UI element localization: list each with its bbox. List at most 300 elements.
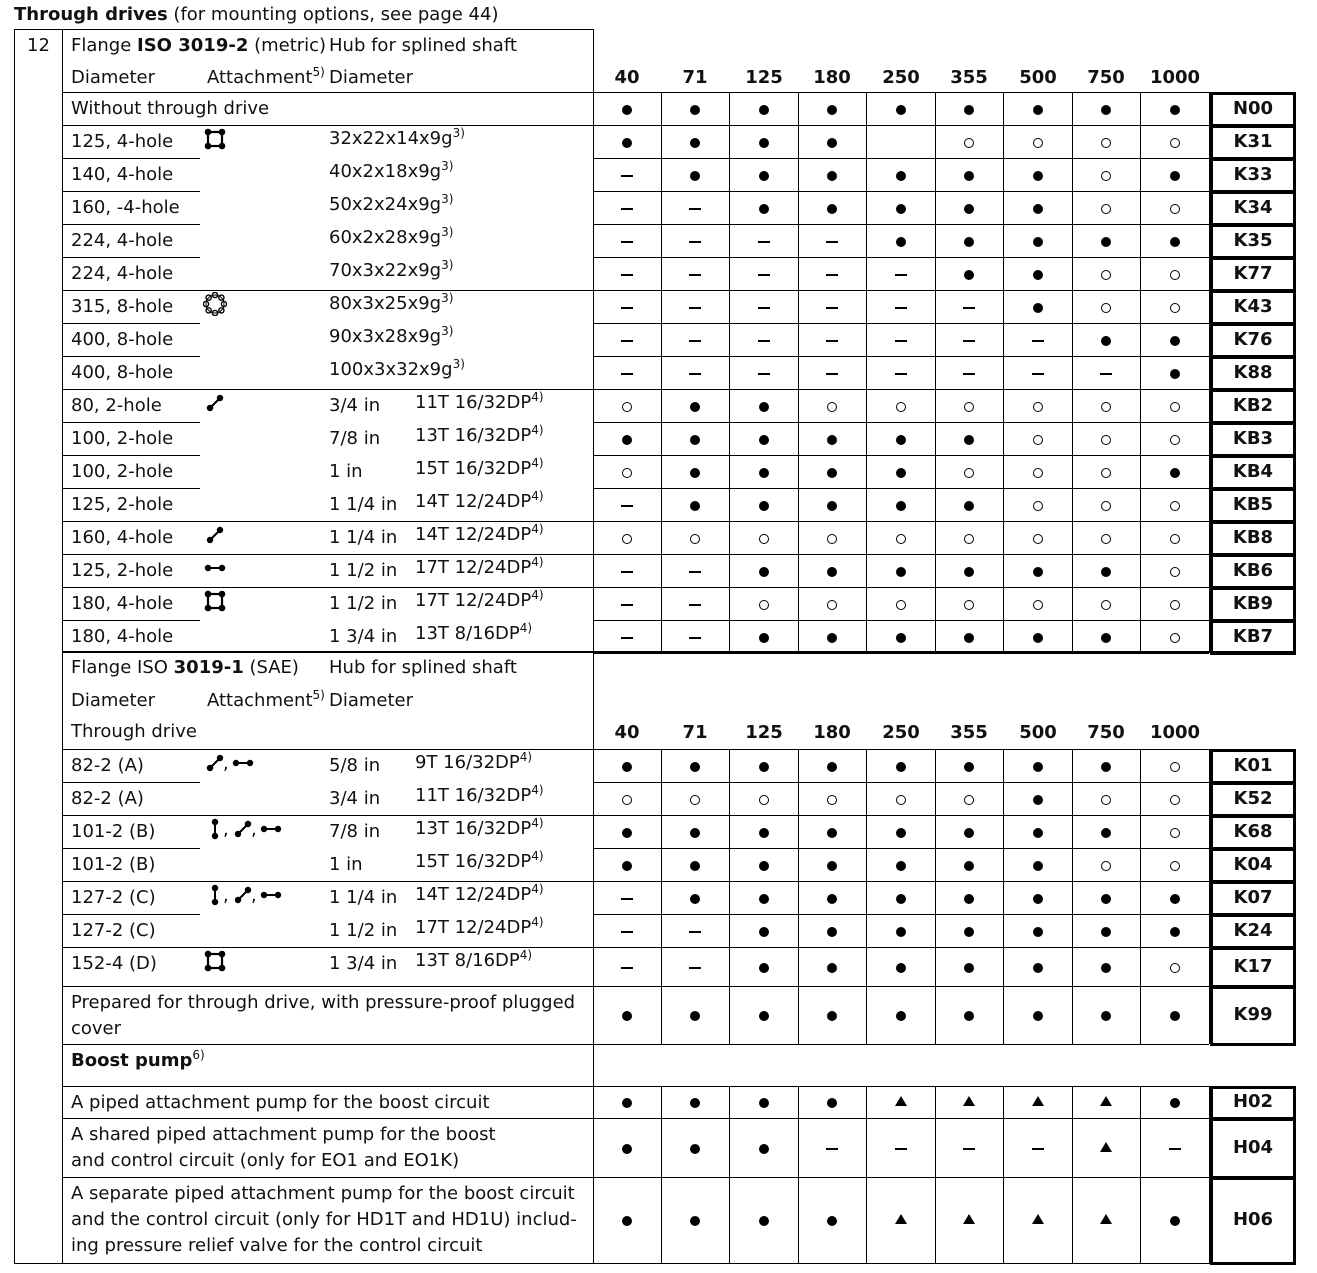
hub-spec-text: 100x3x32x9g (329, 359, 453, 380)
on-request-circle-icon (896, 534, 906, 544)
on-request-circle-icon (1033, 534, 1043, 544)
available-dot-icon (1170, 1011, 1180, 1021)
size-header: 355 (950, 722, 988, 743)
row-rule (593, 749, 1209, 750)
available-dot-icon (1170, 468, 1180, 478)
available-dot-icon (690, 861, 700, 871)
size-header: 355 (950, 67, 988, 88)
col-rule (1140, 749, 1141, 1044)
size-header: 125 (745, 67, 783, 88)
not-available-dash-icon (895, 1148, 907, 1150)
available-dot-icon (896, 828, 906, 838)
row-rule (593, 488, 1209, 489)
not-available-dash-icon (689, 340, 701, 342)
not-available-dash-icon (963, 1148, 975, 1150)
available-dot-icon (690, 402, 700, 412)
spline-spec (415, 785, 544, 807)
option-code: KB2 (1232, 394, 1274, 416)
available-dot-icon (896, 237, 906, 247)
spline-spec (415, 752, 532, 774)
option-code: K07 (1233, 886, 1273, 908)
available-dot-icon (1033, 171, 1043, 181)
spline-spec-text: 13T 16/32DP (415, 818, 532, 839)
spline-spec-text: 11T 16/32DP (415, 785, 532, 806)
hub-diameter: 1 1/2 in (329, 920, 398, 941)
option-code: K17 (1233, 955, 1273, 977)
metric-flange-part: ISO 3019-2 (137, 35, 249, 56)
size-header: 180 (813, 722, 851, 743)
on-request-circle-icon (1170, 633, 1180, 643)
size-header: 500 (1019, 722, 1057, 743)
not-available-dash-icon (621, 274, 633, 276)
spline-spec-text: 14T 12/24DP (415, 491, 532, 512)
row-rule (593, 257, 1209, 258)
hub-spec-text: 32x22x14x9g (329, 128, 453, 149)
available-dot-icon (759, 861, 769, 871)
spline-spec (415, 425, 544, 447)
available-dot-icon (622, 1011, 632, 1021)
available-dot-icon (896, 963, 906, 973)
size-header: 1000 (1149, 722, 1201, 743)
not-available-dash-icon (689, 637, 701, 639)
available-dot-icon (759, 633, 769, 643)
available-dot-icon (964, 270, 974, 280)
on-request-circle-icon (964, 795, 974, 805)
on-request-circle-icon (759, 795, 769, 805)
sae-flange-part: Flange ISO (71, 657, 174, 678)
option-code: K77 (1233, 262, 1273, 284)
not-available-dash-icon (689, 307, 701, 309)
not-available-dash-icon (689, 373, 701, 375)
available-dot-icon (827, 1216, 837, 1226)
option-code: K34 (1233, 196, 1273, 218)
section-title-bold: Through drives (14, 4, 168, 25)
on-request-circle-icon (827, 600, 837, 610)
available-dot-icon (1170, 1098, 1180, 1108)
flange-diameter: 400, 8-hole (71, 362, 174, 383)
spline-spec (415, 524, 544, 546)
on-request-circle-icon (1033, 435, 1043, 445)
size-header: 750 (1087, 722, 1125, 743)
not-available-dash-icon (826, 307, 838, 309)
available-dot-icon (759, 894, 769, 904)
available-dot-icon (690, 762, 700, 772)
available-dot-icon (690, 828, 700, 838)
not-available-dash-icon (621, 637, 633, 639)
size-header: 250 (882, 67, 920, 88)
on-request-circle-icon (1101, 204, 1111, 214)
section-title-rest: (for mounting options, see page 44) (167, 4, 499, 25)
hub-spec-footnote: 3) (441, 192, 454, 206)
row-rule (593, 455, 1209, 456)
available-dot-icon (1033, 633, 1043, 643)
hub-diameter: 1 3/4 in (329, 626, 398, 647)
available-dot-icon (1033, 1011, 1043, 1021)
spline-spec-text: 13T 8/16DP (415, 623, 520, 644)
option-code: KB8 (1232, 526, 1274, 548)
spline-spec (415, 851, 544, 873)
spline-spec-footnote: 4) (531, 588, 544, 602)
row-rule (593, 125, 1209, 126)
row-rule (593, 521, 1209, 522)
available-dot-icon (759, 1144, 769, 1154)
on-request-circle-icon (1170, 303, 1180, 313)
row-rule (62, 1086, 1209, 1087)
available-dot-icon (759, 402, 769, 412)
size-header: 180 (813, 67, 851, 88)
flange-diameter: 180, 4-hole (71, 593, 174, 614)
metric-attachment-heading-text: Attachment (207, 67, 313, 88)
diam-row-rule (62, 620, 200, 621)
hub-spec-text: 40x2x18x9g (329, 161, 442, 182)
not-available-dash-icon (621, 967, 633, 969)
spline-spec (415, 950, 532, 972)
available-dot-icon (1101, 762, 1111, 772)
available-dot-icon (896, 204, 906, 214)
available-dot-icon (690, 138, 700, 148)
triangle-icon (1100, 1214, 1112, 1224)
hub-diameter: 1 1/2 in (329, 593, 398, 614)
available-dot-icon (622, 138, 632, 148)
col-rule (661, 92, 662, 653)
flange-diameter: 80, 2-hole (71, 395, 162, 416)
sae-flange-part: (SAE) (243, 657, 299, 678)
hub-diameter: 5/8 in (329, 755, 381, 776)
available-dot-icon (759, 138, 769, 148)
hub-spec-footnote: 3) (441, 225, 454, 239)
spline-spec-text: 14T 12/24DP (415, 884, 532, 905)
available-dot-icon (827, 828, 837, 838)
available-dot-icon (896, 894, 906, 904)
on-request-circle-icon (759, 600, 769, 610)
diam-row-rule (62, 389, 200, 390)
available-dot-icon (1101, 927, 1111, 937)
on-request-circle-icon (964, 402, 974, 412)
on-request-circle-icon (1101, 468, 1111, 478)
hub-diameter: 1 1/2 in (329, 560, 398, 581)
available-dot-icon (1170, 1216, 1180, 1226)
option-code: K88 (1233, 361, 1273, 383)
row-rule (593, 92, 1209, 93)
spline-spec-text: 15T 16/32DP (415, 851, 532, 872)
horiz2-flange-icon (259, 883, 283, 907)
flange-diameter: 127-2 (C) (71, 920, 156, 941)
available-dot-icon (690, 1216, 700, 1226)
available-dot-icon (1033, 270, 1043, 280)
available-dot-icon (896, 171, 906, 181)
row-rule (593, 422, 1209, 423)
sae-flange-heading (71, 657, 299, 679)
hub-spec-text: 60x2x28x9g (329, 227, 442, 248)
available-dot-icon (690, 105, 700, 115)
on-request-circle-icon (1170, 270, 1180, 280)
on-request-circle-icon (896, 402, 906, 412)
on-request-circle-icon (964, 138, 974, 148)
not-available-dash-icon (621, 373, 633, 375)
row-rule (593, 587, 1209, 588)
row-rule (62, 1044, 1209, 1045)
diag2-flange-icon (203, 391, 227, 415)
metric-diameter-heading: Diameter (71, 67, 156, 88)
available-dot-icon (1033, 894, 1043, 904)
col-rule (935, 1086, 936, 1263)
option-code: KB5 (1232, 493, 1274, 515)
on-request-circle-icon (1033, 600, 1043, 610)
spline-spec-text: 17T 12/24DP (415, 590, 532, 611)
available-dot-icon (1170, 894, 1180, 904)
not-available-dash-icon (1032, 1148, 1044, 1150)
metric-flange-part: (metric) (248, 35, 327, 56)
option-code: KB4 (1232, 460, 1274, 482)
option-code: K35 (1233, 229, 1273, 251)
section-divider-rule (62, 29, 63, 1263)
spline-spec-text: 11T 16/32DP (415, 392, 532, 413)
boost-pump-label: Boost pump (71, 1050, 193, 1071)
col-rule (935, 92, 936, 653)
on-request-circle-icon (1101, 600, 1111, 610)
on-request-circle-icon (1170, 501, 1180, 511)
available-dot-icon (759, 435, 769, 445)
boost-pump-footnote: 6) (192, 1048, 205, 1062)
col-rule (866, 1086, 867, 1263)
table-bottom-rule (14, 1263, 1296, 1264)
available-dot-icon (827, 1011, 837, 1021)
col-rule (1072, 749, 1073, 1044)
spline-spec (415, 458, 544, 480)
on-request-circle-icon (896, 600, 906, 610)
on-request-circle-icon (759, 534, 769, 544)
available-dot-icon (690, 1011, 700, 1021)
available-dot-icon (964, 762, 974, 772)
size-header: 1000 (1149, 67, 1201, 88)
flange-diameter: 82-2 (A) (71, 788, 144, 809)
available-dot-icon (759, 1216, 769, 1226)
hub-spec (329, 326, 453, 348)
col-rule (661, 1086, 662, 1263)
row-label: A piped attachment pump for the boost circuit (71, 1092, 490, 1113)
available-dot-icon (964, 204, 974, 214)
size-header: 71 (682, 722, 708, 743)
spline-spec-footnote: 4) (531, 849, 544, 863)
diam-row-rule (62, 848, 200, 849)
group-rule (200, 290, 593, 291)
diam-row-rule (62, 257, 200, 258)
row-label-line2: and control circuit (only for EO1 and EO1K) (71, 1150, 460, 1171)
available-dot-icon (759, 105, 769, 115)
available-dot-icon (827, 105, 837, 115)
diam-row-rule (62, 191, 200, 192)
flange-diameter: 127-2 (C) (71, 887, 156, 908)
available-dot-icon (1033, 105, 1043, 115)
size-header: 71 (682, 67, 708, 88)
hub-spec-text: 50x2x24x9g (329, 194, 442, 215)
option-code: K99 (1233, 1004, 1273, 1025)
not-available-dash-icon (963, 340, 975, 342)
available-dot-icon (690, 468, 700, 478)
hub-spec-text: 80x3x25x9g (329, 293, 442, 314)
flange-diameter: 125, 4-hole (71, 131, 174, 152)
hub-spec-text: 90x3x28x9g (329, 326, 442, 347)
hub-spec (329, 260, 453, 282)
sae-diameter-heading: Diameter (71, 690, 156, 711)
on-request-circle-icon (827, 795, 837, 805)
available-dot-icon (896, 435, 906, 445)
icon-separator-comma: , (223, 819, 229, 840)
available-dot-icon (690, 1098, 700, 1108)
option-code: K31 (1233, 130, 1273, 152)
available-dot-icon (827, 567, 837, 577)
flange-diameter: 315, 8-hole (71, 296, 174, 317)
on-request-circle-icon (1170, 402, 1180, 412)
horiz2-flange-icon (231, 751, 255, 775)
hub-spec-footnote: 3) (452, 357, 465, 371)
col-rule (798, 749, 799, 1044)
available-dot-icon (690, 171, 700, 181)
diag2-flange-icon (203, 523, 227, 547)
available-dot-icon (964, 501, 974, 511)
available-dot-icon (827, 138, 837, 148)
option-code: KB3 (1232, 427, 1274, 449)
available-dot-icon (1170, 927, 1180, 937)
metric-flange-heading (71, 35, 326, 57)
ring8-flange-icon (203, 292, 227, 316)
available-dot-icon (690, 501, 700, 511)
available-dot-icon (759, 762, 769, 772)
option-code: K24 (1233, 919, 1273, 941)
spline-spec-footnote: 4) (519, 750, 533, 764)
triangle-icon (1032, 1096, 1044, 1106)
triangle-icon (1100, 1142, 1112, 1152)
hub-spec-footnote: 3) (441, 258, 454, 272)
diam-row-rule (62, 158, 200, 159)
option-code: K76 (1233, 328, 1273, 350)
available-dot-icon (964, 435, 974, 445)
not-available-dash-icon (621, 571, 633, 573)
col-rule (798, 1086, 799, 1263)
hub-diameter: 7/8 in (329, 821, 381, 842)
flange-diameter: 160, 4-hole (71, 527, 174, 548)
diam-row-rule (62, 488, 200, 489)
available-dot-icon (622, 1144, 632, 1154)
not-available-dash-icon (621, 505, 633, 507)
spline-spec-footnote: 4) (531, 915, 544, 929)
spline-spec (415, 818, 544, 840)
on-request-circle-icon (1033, 468, 1043, 478)
not-available-dash-icon (826, 241, 838, 243)
hub-diameter: 1 1/4 in (329, 527, 398, 548)
available-dot-icon (759, 828, 769, 838)
spline-spec-footnote: 4) (531, 555, 544, 569)
available-dot-icon (759, 501, 769, 511)
available-dot-icon (964, 237, 974, 247)
size-header: 500 (1019, 67, 1057, 88)
available-dot-icon (1101, 336, 1111, 346)
on-request-circle-icon (1170, 435, 1180, 445)
not-available-dash-icon (621, 340, 633, 342)
available-dot-icon (1101, 237, 1111, 247)
diam-row-rule (62, 947, 200, 948)
flange-diameter: 100, 2-hole (71, 461, 174, 482)
not-available-dash-icon (1100, 373, 1112, 375)
diam-row-rule (62, 881, 200, 882)
flange-diameter: 180, 4-hole (71, 626, 174, 647)
available-dot-icon (690, 435, 700, 445)
size-header: 750 (1087, 67, 1125, 88)
not-available-dash-icon (963, 373, 975, 375)
size-header: 125 (745, 722, 783, 743)
hub-diameter: 7/8 in (329, 428, 381, 449)
col-rule (866, 749, 867, 1044)
row-number: 12 (27, 35, 50, 56)
on-request-circle-icon (1033, 501, 1043, 511)
square4-flange-icon (203, 127, 227, 151)
flange-diameter: 160, -4-hole (71, 197, 180, 218)
option-code: K52 (1233, 787, 1273, 809)
not-available-dash-icon (826, 340, 838, 342)
col-rule (1003, 92, 1004, 653)
diam-row-rule (62, 422, 200, 423)
metric-flange-part: Flange (71, 35, 138, 56)
option-code: H02 (1232, 1091, 1274, 1112)
col-rule (729, 1086, 730, 1263)
col-rule (1072, 92, 1073, 653)
flange-diameter: 82-2 (A) (71, 755, 144, 776)
available-dot-icon (1101, 633, 1111, 643)
diam-row-rule (62, 125, 200, 126)
available-dot-icon (1033, 795, 1043, 805)
available-dot-icon (827, 927, 837, 937)
available-dot-icon (964, 633, 974, 643)
spline-spec-footnote: 4) (531, 489, 544, 503)
available-dot-icon (759, 1011, 769, 1021)
on-request-circle-icon (896, 795, 906, 805)
spline-spec (415, 491, 544, 513)
row-rule (62, 1177, 1209, 1178)
available-dot-icon (1033, 237, 1043, 247)
on-request-circle-icon (1101, 138, 1111, 148)
not-available-dash-icon (826, 373, 838, 375)
not-available-dash-icon (689, 208, 701, 210)
not-available-dash-icon (895, 340, 907, 342)
available-dot-icon (896, 501, 906, 511)
row-label: Prepared for through drive, with pressure-proof plugged (71, 992, 576, 1013)
available-dot-icon (1101, 828, 1111, 838)
available-dot-icon (1170, 171, 1180, 181)
spline-spec-text: 13T 16/32DP (415, 425, 532, 446)
available-dot-icon (1170, 369, 1180, 379)
hub-diameter: 1 1/4 in (329, 887, 398, 908)
available-dot-icon (1101, 105, 1111, 115)
option-code: K33 (1233, 163, 1273, 185)
table-left-rule (14, 29, 15, 1263)
on-request-circle-icon (1170, 204, 1180, 214)
diam-row-rule (62, 224, 200, 225)
flange-diameter: 400, 8-hole (71, 329, 174, 350)
available-dot-icon (759, 963, 769, 973)
available-dot-icon (690, 1144, 700, 1154)
hub-spec-footnote: 3) (441, 159, 454, 173)
on-request-circle-icon (964, 534, 974, 544)
spline-spec-footnote: 4) (531, 456, 544, 470)
row-rule (593, 224, 1209, 225)
sae-hub-diameter-heading: Diameter (329, 690, 414, 711)
not-available-dash-icon (826, 274, 838, 276)
available-dot-icon (622, 828, 632, 838)
available-dot-icon (1033, 303, 1043, 313)
on-request-circle-icon (1033, 138, 1043, 148)
row-label-line2: cover (71, 1018, 122, 1039)
metric-hub-diameter-heading: Diameter (329, 67, 414, 88)
